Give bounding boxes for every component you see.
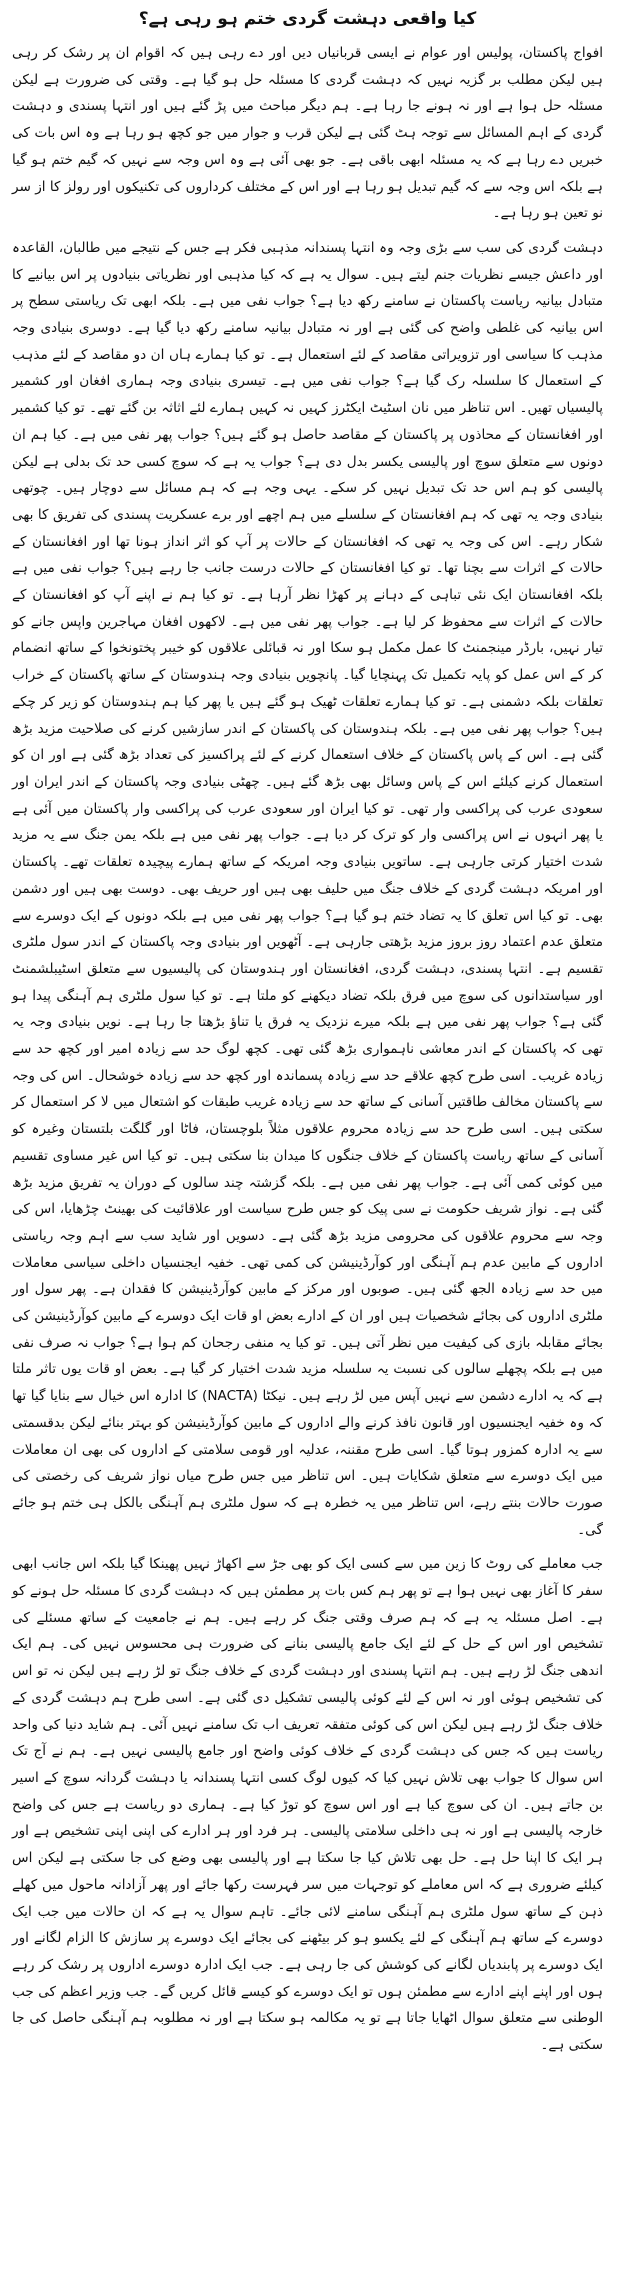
article-paragraph-3: جب معاملے کی روٹ کا زین میں سے کسی ایک کو بھی جڑ سے اکھاڑ نہیں پھینکا گیا بلکہ اس جانب ابھی سفر کا آغاز بھی نہیں ہوا ہے تو پھر ہم کس بات پر مطمئن ہیں کہ دہشت گردی کا مسئلہ حل ہونے کو ہے۔ اصل مسئلہ یہ ہے کہ ہم صرف وقتی جنگ کر رہے ہیں۔ ہم نے جامعیت کے ساتھ مسئلے کی تشخیص اور اس کے حل کے لئے ایک جامع پالیسی بنانے کی ضرورت ہی محسوس نہیں کی۔ ہم ایک اندھی جنگ لڑ رہے ہیں۔ ہم انتہا پسندی اور دہشت گردی کے خلاف جنگ تو لڑ رہے ہیں لیکن نہ تو اس کی تشخیص ہوئی اور نہ اس کے لئے کوئی پالیسی تشکیل دی گئی ہے۔ اسی طرح ہم دہشت گردی کے خلاف جنگ لڑ رہے ہیں لیکن اس کی کوئی متفقہ تعریف اب تک سامنے نہیں آئی۔ ہم شاید دنیا کی واحد ریاست ہیں کہ جس کی دہشت گردی کے خلاف کوئی واضح اور جامع پالیسی نہیں ہے۔ ہم نے آج تک اس سوال کا جواب بھی تلاش نہیں کیا کہ کیوں لوگ کسی انتہا پسندانہ یا دہشت گردانہ سوچ کے اسیر بن جاتے ہیں۔ ان کی سوچ کیا ہے اور اس سوچ کو توڑ کیا ہے۔ ہماری دو ریاست ہے جس کی واضح خارجہ پالیسی ہے اور نہ ہی داخلی سلامتی پالیسی۔ ہر فرد اور ہر ادارے کی اپنی اپنی تشخیص ہے اور ہر ایک کا اپنا حل ہے۔ حل بھی تلاش کیا جا سکتا ہے اور پالیسی بھی وضع کی جا سکتی ہے لیکن اس کیلئے ضروری ہے کہ اس معاملے کو توجہات میں سر فہرست رکھا جائے اور پھر آزادانہ ماحول میں کھلے ذہن کے ساتھ سول ملٹری ہم آہنگی سامنے لائی جائے۔ تاہم سوال یہ ہے کہ ان حالات میں جب ایک دوسرے کے ساتھ ہم آہنگی کے لئے یکسو ہو کر بیٹھنے کی بجائے ایک دوسرے پر سازش کا الزام لگانے اور ایک دوسرے پر پابندیاں لگانے کی کوشش کی جا رہی ہے۔ جب ایک ادارہ دوسرے اداروں پر رشک کر رہے ہوں اور اپنے اپنے ادارے سے مطمئن ہوں تو ایک دوسرے کو کیسے قائل کریں گے۔ جب وزیر اعظم کی جب الوطنی سے متعلق سوال اٹھایا جاتا ہے تو یہ مکالمہ ہو سکتا ہے اور نہ مطلوبہ ہم آہنگی حاصل کی جا سکتی ہے۔ xyxy=(12,1556,603,2054)
article-paragraph-1: افواج پاکستان، پولیس اور عوام نے ایسی قربانیاں دیں اور دے رہی ہیں کہ اقوام ان پر رشک کر رہی ہیں لیکن مطلب بر گزیہ نہیں کہ دہشت گردی کا مسئلہ حل ہو گیا ہے۔ وقتی کی ضرورت ہے لیکن مسئلہ حل ہوا ہے اور نہ ہونے جا رہا ہے۔ ہم دیگر مباحث میں پڑ گئے ہیں اور انتہا پسندی و دہشت گردی کے اہم المسائل سے توجہ ہٹ گئی ہے لیکن قرب و جوار میں جو کچھ ہو رہا ہے وہ اس بات کی خبریں دے رہا ہے کہ یہ مسئلہ ابھی باقی ہے۔ جو بھی آئی ہے وہ اس وجہ سے نہیں کہ گیم ختم ہو گیا ہے بلکہ اس وجہ سے کہ گیم تبدیل ہو رہا ہے اور اس کے مختلف کرداروں کی تکنیکوں اور رولز کا از سر نو تعین ہو رہا ہے۔ xyxy=(12,45,603,222)
article-paragraph-2: دہشت گردی کی سب سے بڑی وجہ وہ انتہا پسندانہ مذہبی فکر ہے جس کے نتیجے میں طالبان، القاعدہ اور داعش جیسے نظریات جنم لیتے ہیں۔ سوال یہ ہے کہ کیا مذہبی اور نظریاتی بنیادوں پر اس بیانیے کا متبادل بیانیہ ریاست پاکستان نے سامنے رکھ دیا ہے؟ جواب نفی میں ہے۔ بلکہ ابھی تک ریاستی سطح پر اس بیانیہ کی غلطی واضح کی گئی ہے اور نہ متبادل بیانیہ سامنے رکھ دیا گیا ہے۔ دوسری بنیادی وجہ مذہب کا سیاسی اور تزویراتی مقاصد کے لئے استعمال ہے۔ تو کیا ہمارے ہاں ان دو مقاصد کے لئے مذہب کے استعمال کا سلسلہ رک گیا ہے؟ جواب نفی میں ہے۔ تیسری بنیادی وجہ ہماری افغان اور کشمیر پالیسیاں تھیں۔ اس تناظر میں نان اسٹیٹ ایکٹرز کہیں نہ کہیں ہمارے لئے اثاثہ بن گئے تھے۔ تو کیا کشمیر اور افغانستان کے محاذوں پر پاکستان کے مقاصد حاصل ہو گئے ہیں؟ جواب پھر نفی میں ہے۔ کیا ہم ان دونوں سے متعلق سوچ اور پالیسی یکسر بدل دی ہے؟ جواب یہ ہے کہ سوچ کسی حد تک بدلی ہے لیکن پالیسی کو ہم اس حد تک تبدیل نہیں کر سکے۔ یہی وجہ ہے کہ ہم مسائل سے دوچار ہیں۔ چوتھی بنیادی وجہ یہ تھی کہ ہم افغانستان کے سلسلے میں ہم اچھے اور برے عسکریت پسندی کی تفریق کا بھی شکار رہے۔ اس کی وجہ یہ تھی کہ افغانستان کے حالات پر آپ کو اثر انداز ہونا تھا اور افغانستان کے حالات کے اثرات سے بچنا تھا۔ تو کیا افغانستان کے حالات درست جانب جا رہے ہیں؟ جواب نفی میں ہے بلکہ افغانستان ایک نئی تباہی کے دہانے پر کھڑا نظر آرہا ہے۔ تو کیا ہم نے اپنے آپ کو افغانستان کے حالات کے اثرات سے محفوظ کر لیا ہے۔ جواب پھر نفی میں ہے۔ لاکھوں افغان مہاجرین واپس جانے کو تیار نہیں، بارڈر مینجمنٹ کا عمل مکمل ہو سکا اور نہ قبائلی علاقوں کو خیبر پختونخوا کے ساتھ انضمام کر کے اس عمل کو پایہ تکمیل تک پہنچایا گیا۔ پانچویں بنیادی وجہ ہندوستان کے ساتھ پاکستان کے خراب تعلقات بلکہ دشمنی ہے۔ تو کیا ہمارے تعلقات ٹھیک ہو گئے ہیں یا پھر کیا ہم ہندوستان کو زیر کر چکے ہیں؟ جواب پھر نفی میں ہے۔ بلکہ ہندوستان کی پاکستان کے اندر سازشیں کرنے کی صلاحیت مزید بڑھ گئی ہے۔ اس کے پاس پاکستان کے خلاف استعمال کرنے کے لئے پراکسیز کی تعداد بڑھ گئی ہے اور ان کو استعمال کرنے کیلئے اس کے پاس وسائل بھی بڑھ گئے ہیں۔ چھٹی بنیادی وجہ پاکستان کے اندر ایران اور سعودی عرب کی پراکسی وار تھی۔ تو کیا ایران اور سعودی عرب کی پراکسی وار پاکستان میں آئی ہے یا پھر انہوں نے اس پراکسی وار کو ترک کر دیا ہے۔ جواب پھر نفی میں ہے بلکہ یمن جنگ سے یہ مزید شدت اختیار کرتی جارہی ہے۔ ساتویں بنیادی وجہ امریکہ کے ساتھ ہمارے پیچیدہ تعلقات تھے۔ پاکستان اور امریکہ دہشت گردی کے خلاف جنگ میں حلیف بھی ہیں اور حریف بھی۔ دوست بھی ہیں اور دشمن بھی۔ تو کیا اس تعلق کا یہ تضاد ختم ہو گیا ہے؟ جواب پھر نفی میں ہے بلکہ دونوں کے ایک دوسرے سے متعلق عدم اعتماد روز بروز مزید بڑھتی جارہی ہے۔ آٹھویں اور بنیادی وجہ پاکستان کے اندر سول ملٹری تقسیم ہے۔ انتہا پسندی، دہشت گردی، افغانستان اور ہندوستان کی پالیسیوں سے متعلق اسٹیبلشمنٹ اور سیاستدانوں کی سوچ میں فرق بلکہ تضاد دیکھنے کو ملتا ہے۔ تو کیا سول ملٹری ہم آہنگی پیدا ہو گئی ہے؟ جواب پھر نفی میں ہے بلکہ میرے نزدیک یہ فرق یا تناؤ بڑھتا جا رہا ہے۔ نویں بنیادی وجہ یہ تھی کہ پاکستان کے اندر معاشی ناہمواری بڑھ گئی تھی۔ کچھ لوگ حد سے زیادہ امیر اور کچھ حد سے زیادہ غریب۔ اسی طرح کچھ علاقے حد سے زیادہ پسماندہ اور کچھ حد سے زیادہ خوشحال۔ اس کی وجہ سے پاکستان مخالف طاقتیں آسانی کے ساتھ حد سے زیادہ غریب طبقات کو اشتعال میں لا کر استعمال کر سکتی ہیں۔ اسی طرح حد سے زیادہ محروم علاقوں مثلاً بلوچستان، فاٹا اور گلگت بلتستان وغیرہ کو آسانی کے ساتھ ریاست پاکستان کے خلاف جنگوں کا میدان بنا سکتی ہیں۔ تو کیا اس غیر مساوی تقسیم میں کوئی کمی آئی ہے۔ جواب پھر نفی میں ہے۔ بلکہ گزشتہ چند سالوں کے دوران یہ تفریق مزید بڑھ گئی ہے۔ نواز شریف حکومت نے سی پیک کو جس طرح سیاست اور علاقائیت کی بھینٹ چڑھایا، اس کی وجہ سے محروم علاقوں کی محرومی مزید بڑھ گئی ہے۔ دسویں اور شاید سب سے اہم وجہ ریاستی اداروں کے مابین عدم ہم آہنگی اور کوآرڈینیشن کی کمی تھی۔ خفیہ ایجنسیاں داخلی سیاسی معاملات میں حد سے زیادہ الجھ گئی ہیں۔ صوبوں اور مرکز کے مابین کوآرڈینیشن کا فقدان ہے۔ پھر سول اور ملٹری اداروں کی بجائے شخصیات ہیں اور ان کے ادارے بعض او قات ایک دوسرے کے مابین کوآرڈینیشن کی بجائے مقابلہ بازی کی کیفیت میں نظر آتی ہیں۔ تو کیا یہ منفی رجحان کم ہوا ہے؟ جواب نہ صرف نفی میں ہے بلکہ پچھلے سالوں کی نسبت یہ سلسلہ مزید شدت اختیار کر گیا ہے۔ بعض او قات یوں تاثر ملتا ہے کہ یہ ادارے دشمن سے نہیں آپس میں لڑ رہے ہیں۔ نیکٹا (NACTA) کا ادارہ اس خیال سے بنایا گیا تھا کہ وہ خفیہ ایجنسیوں اور قانون نافذ کرنے والے اداروں کے مابین کوآرڈینیشن کو بہتر بنائے لیکن بدقسمتی سے یہ ادارہ کمزور ہوتا گیا۔ اسی طرح مقننہ، عدلیہ اور قومی سلامتی کے اداروں کی بھی ان معاملات میں ایک دوسرے سے متعلق شکایات ہیں۔ اس تناظر میں جس طرح میاں نواز شریف کی رخصتی کی صورت حالات بنتے رہے، اس تناظر میں یہ خطرہ ہے کہ سول ملٹری ہم آہنگی بالکل ہی ختم ہو جائے گی۔ xyxy=(12,239,603,1538)
article-title: کیا واقعی دہشت گردی ختم ہو رہی ہے؟ xyxy=(138,9,477,29)
